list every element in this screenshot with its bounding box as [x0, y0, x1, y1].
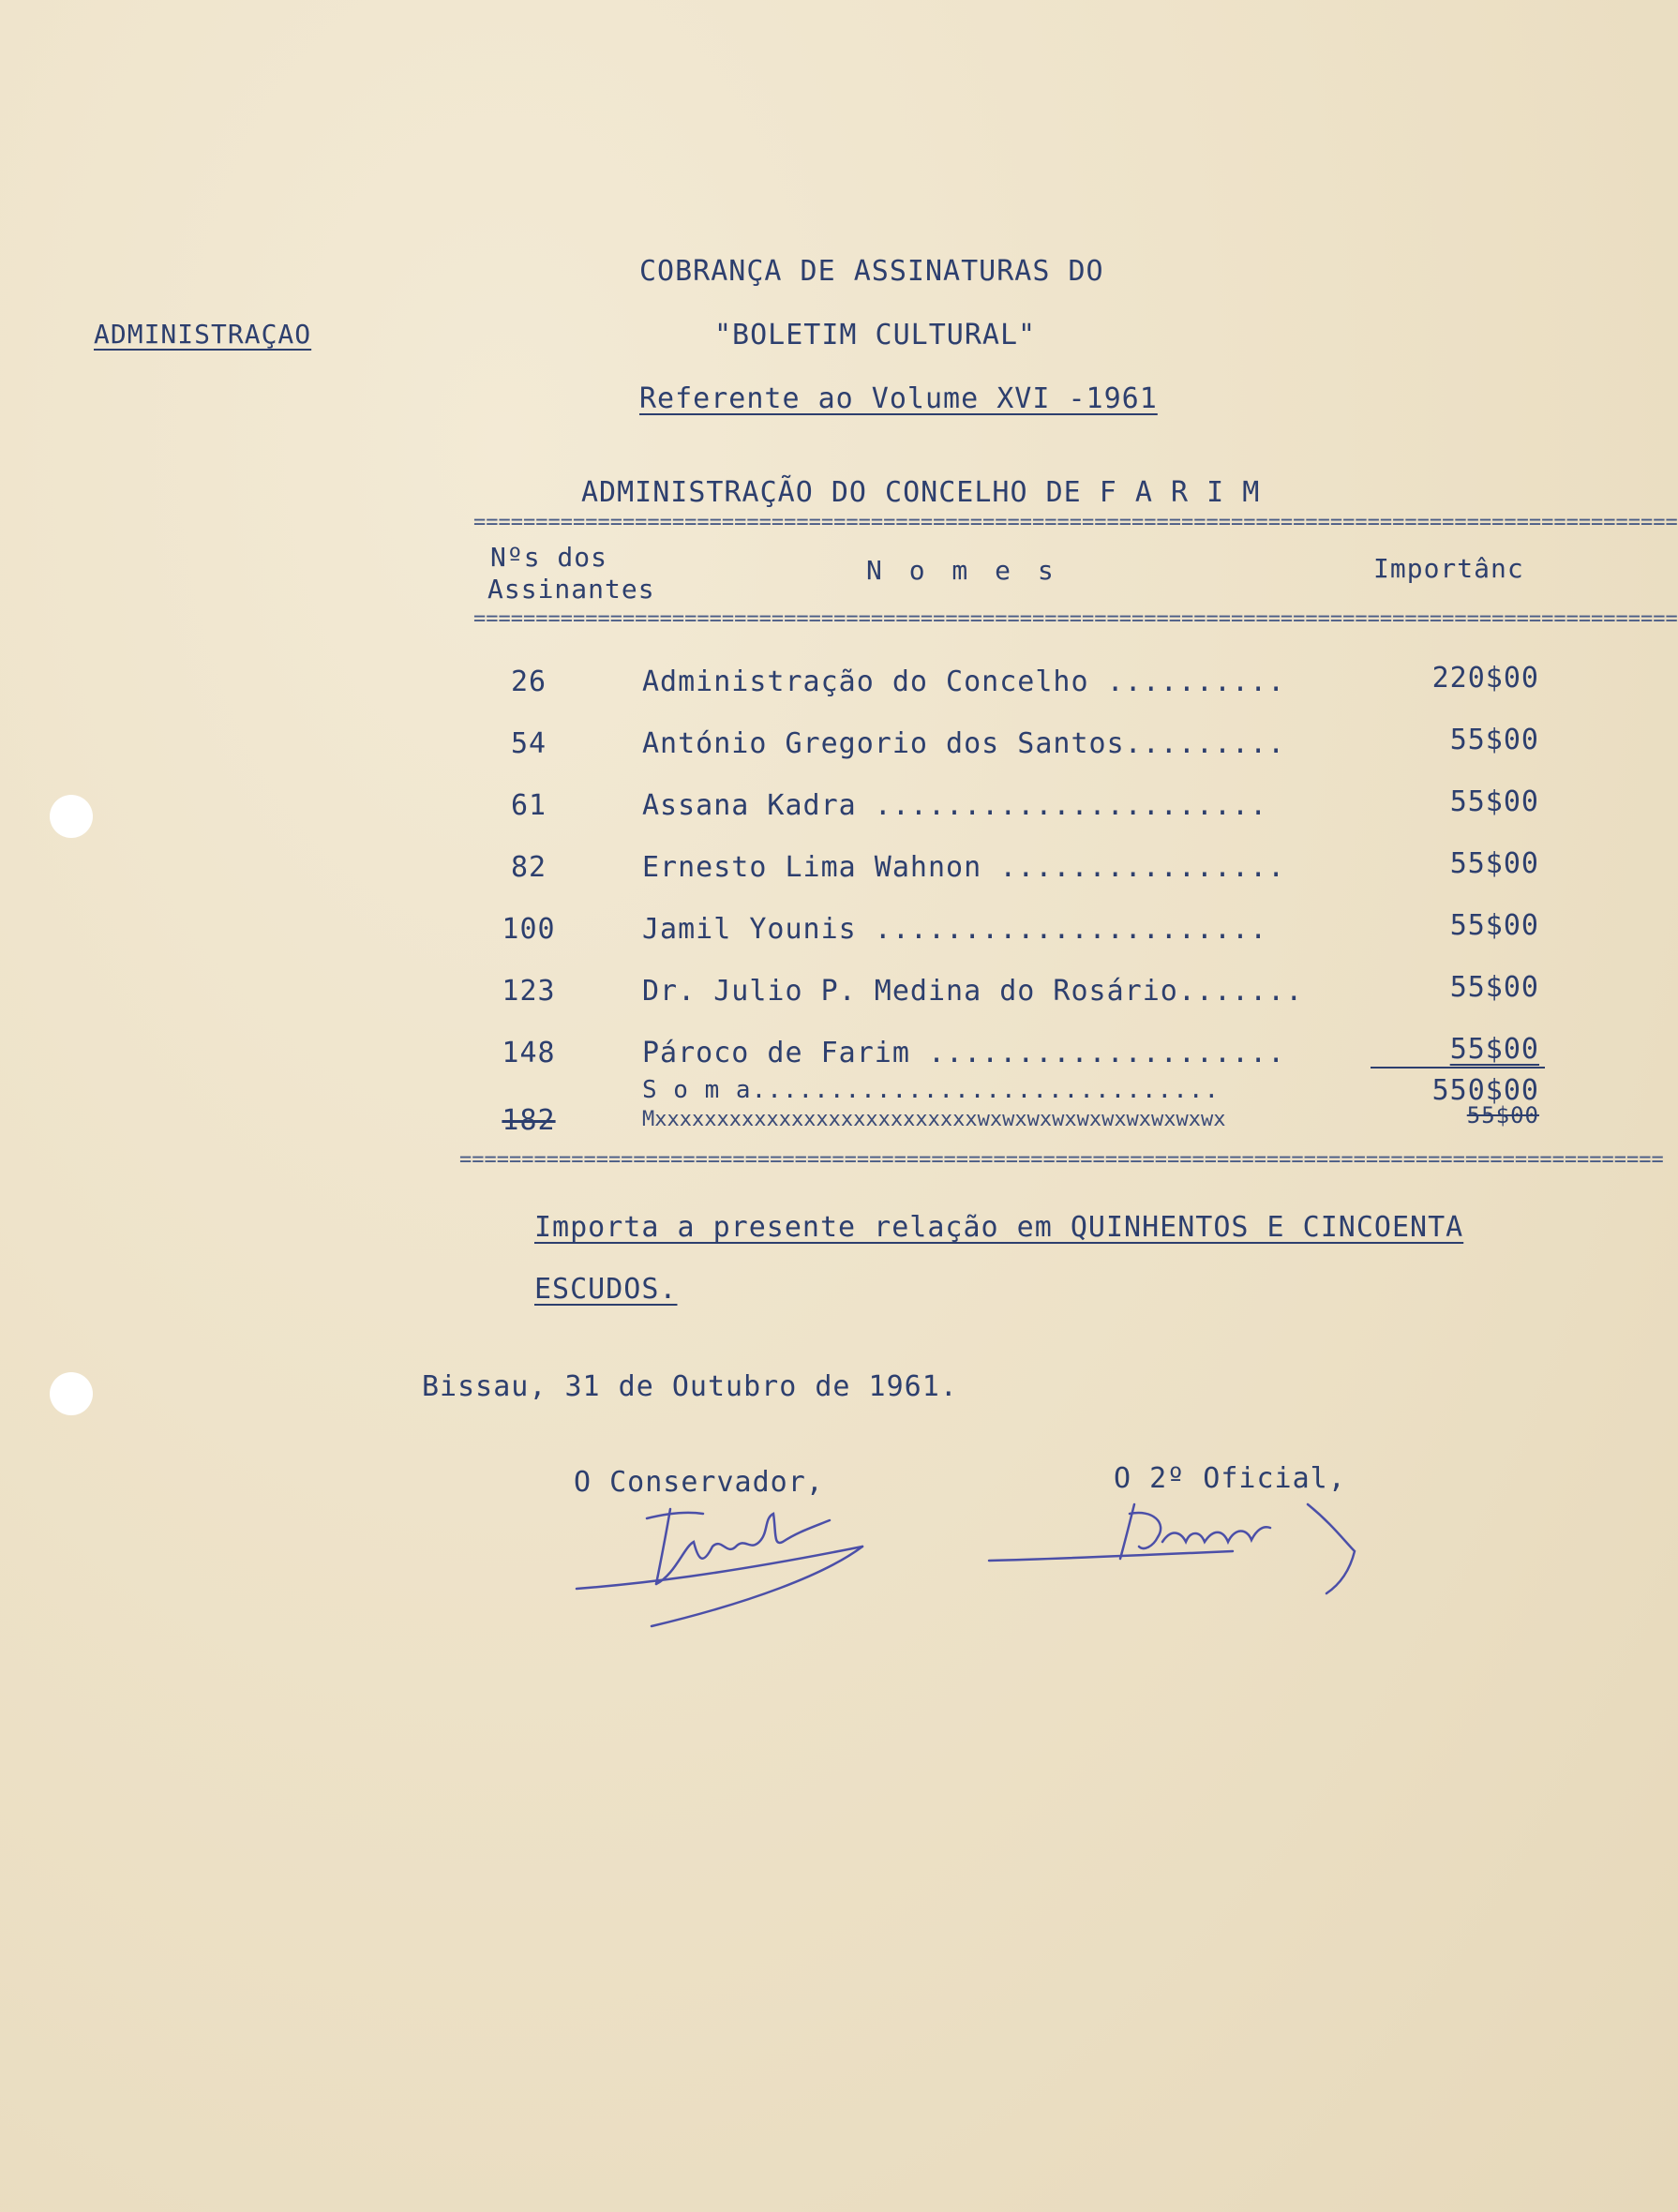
- row-amount: 55$00: [1449, 1033, 1539, 1066]
- row-name: Pároco de Farim ....................: [642, 1037, 1286, 1069]
- punch-hole-bottom: [50, 1372, 93, 1415]
- signer-right-title: O 2º Oficial,: [1114, 1462, 1346, 1495]
- sum-label: S o m a..............................: [642, 1076, 1221, 1104]
- row-amount: 55$00: [1449, 724, 1539, 756]
- row-name: Dr. Julio P. Medina do Rosário.......: [642, 975, 1304, 1008]
- column-header-amount: Importânc: [1373, 553, 1524, 584]
- title-line-3: Referente ao Volume XVI -1961: [639, 382, 1158, 415]
- struck-amount: 55$00: [1466, 1102, 1539, 1128]
- row-number: 82: [510, 851, 547, 884]
- signature-left-icon: [562, 1490, 881, 1631]
- row-name: Ernesto Lima Wahnon ................: [642, 851, 1286, 884]
- row-amount: 55$00: [1449, 785, 1539, 818]
- sum-amount: 550$00: [1431, 1074, 1539, 1107]
- row-amount: 220$00: [1431, 662, 1539, 695]
- table-rule-header: =================================================================================================: [473, 607, 1678, 631]
- row-number: 61: [510, 789, 547, 822]
- row-amount: 55$00: [1449, 847, 1539, 880]
- row-number: 123: [502, 975, 556, 1008]
- column-header-number-line1: Nºs dos: [490, 542, 608, 573]
- title-line-2: "BOLETIM CULTURAL": [714, 319, 1037, 351]
- table-rule-top: =================================================================================================: [473, 511, 1678, 534]
- row-number: 26: [510, 665, 547, 698]
- struck-number: 182: [502, 1104, 556, 1137]
- signer-left-title: O Conservador,: [574, 1466, 824, 1499]
- row-amount: 55$00: [1449, 909, 1539, 942]
- signature-right-icon: [989, 1486, 1364, 1598]
- total-in-words-line1: Importa a presente relação em QUINHENTOS E CINCOENTA: [534, 1211, 1464, 1244]
- table-caption: ADMINISTRAÇÃO DO CONCELHO DE F A R I M: [581, 476, 1261, 509]
- row-number: 54: [510, 727, 547, 760]
- column-header-names: N o m e s: [866, 555, 1059, 586]
- row-number: 100: [502, 913, 556, 946]
- column-header-number-line2: Assinantes: [487, 574, 655, 605]
- row-name: Administração do Concelho ..........: [642, 665, 1286, 698]
- department-label: ADMINISTRAÇAO: [94, 319, 312, 350]
- place-date: Bissau, 31 de Outubro de 1961.: [422, 1370, 958, 1403]
- row-name: Assana Kadra ......................: [642, 789, 1268, 822]
- row-name: Jamil Younis ......................: [642, 913, 1268, 946]
- punch-hole-top: [50, 795, 93, 838]
- row-number: 148: [502, 1037, 556, 1069]
- row-amount: 55$00: [1449, 971, 1539, 1004]
- subtotal-line: [1371, 1067, 1545, 1069]
- struck-text: Mxxxxxxxxxxxxxxxxxxxxxxxxxxwxwxwxwxwxwxwxwxwxwx: [642, 1108, 1226, 1131]
- table-rule-bottom: =================================================================================================: [459, 1148, 1664, 1172]
- title-line-1: COBRANÇA DE ASSINATURAS DO: [639, 255, 1104, 288]
- row-name: António Gregorio dos Santos.........: [642, 727, 1286, 760]
- total-in-words-line2: ESCUDOS.: [534, 1273, 678, 1306]
